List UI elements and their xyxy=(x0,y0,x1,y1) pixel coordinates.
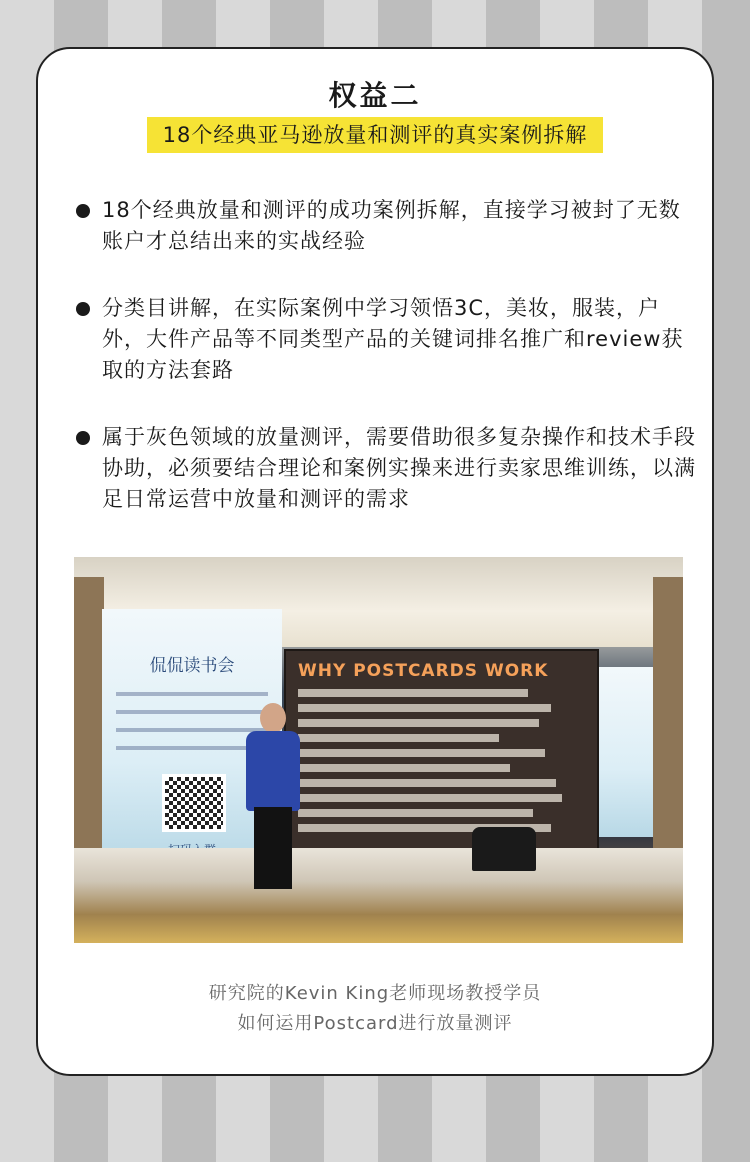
screen-title: WHY POSTCARDS WORK xyxy=(298,661,549,681)
bullet-dot-icon xyxy=(76,431,90,445)
bullet-text: 18个经典放量和测评的成功案例拆解，直接学习被封了无数账户才总结出来的实战经验 xyxy=(102,198,681,253)
photo-wall-left xyxy=(74,577,104,857)
bullet-text: 分类目讲解，在实际案例中学习领悟3C，美妆，服装，户外，大件产品等不同类型产品的关键词排名推广和review获取的方法套路 xyxy=(102,296,684,382)
section-subtitle: 18个经典亚马逊放量和测评的真实案例拆解 xyxy=(147,117,604,153)
content-card xyxy=(36,47,714,1076)
bullet-dot-icon xyxy=(76,204,90,218)
bullet-dot-icon xyxy=(76,302,90,316)
banner-title: 侃侃读书会 xyxy=(149,656,235,676)
screen-text-lines xyxy=(298,689,585,832)
section-title: 权益二 xyxy=(328,79,422,112)
subtitle-wrap xyxy=(38,117,712,153)
list-item xyxy=(76,293,696,386)
list-item xyxy=(76,195,696,257)
caption-line-1: 研究院的Kevin King老师现场教授学员 xyxy=(208,983,542,1004)
event-photo xyxy=(74,557,683,943)
stage-monitor xyxy=(472,827,536,871)
presentation-screen xyxy=(284,649,599,881)
bullet-text: 属于灰色领域的放量测评，需要借助很多复杂操作和技术手段协助，必须要结合理论和案例实操来进行卖家思维训练，以满足日常运营中放量和测评的需求 xyxy=(102,425,696,511)
caption-line-2: 如何运用Postcard进行放量测评 xyxy=(237,1013,513,1034)
bullet-list xyxy=(76,195,696,515)
list-item xyxy=(76,422,696,515)
speaker-figure xyxy=(242,703,304,893)
stage-floor xyxy=(74,848,683,943)
photo-wall-right xyxy=(653,577,683,857)
qr-code-icon xyxy=(162,774,226,832)
photo-caption xyxy=(38,979,712,1039)
